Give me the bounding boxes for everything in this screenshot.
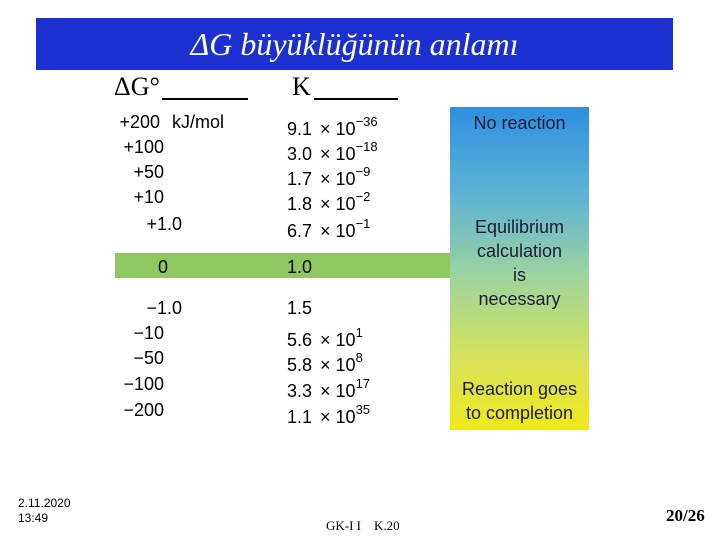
- k-header-underline: [314, 98, 398, 100]
- delta-g-value: +1.0: [146, 214, 182, 234]
- times-ten: × 10: [320, 169, 356, 189]
- delta-g-value: +50: [133, 162, 164, 182]
- delta-g-header: [114, 72, 160, 102]
- times-ten: × 10: [320, 194, 356, 214]
- unit-label: kJ/mol: [172, 112, 225, 132]
- k-plain: 1.0: [287, 257, 313, 277]
- times-ten: × 10: [320, 119, 356, 139]
- k-mantissa: 6.7: [287, 221, 313, 241]
- k-mantissa: 1.1: [287, 407, 313, 427]
- no-reaction-note: No reaction: [473, 113, 566, 133]
- delta-g-value: −50: [133, 348, 164, 368]
- k-exponent: −1: [355, 216, 371, 231]
- delta-g-header-underline: [162, 98, 248, 100]
- footer-center: GK-I I K.20: [326, 518, 400, 533]
- delta-g-value: +100: [123, 137, 164, 157]
- k-value: [287, 398, 370, 429]
- k-exponent: 17: [355, 376, 371, 391]
- k-exponent: −2: [355, 189, 371, 204]
- times-ten: × 10: [320, 221, 356, 241]
- times-ten: × 10: [320, 381, 356, 401]
- k-exponent: −36: [355, 114, 378, 129]
- times-ten: × 10: [320, 330, 356, 350]
- k-mantissa: 3.0: [287, 144, 313, 164]
- page-number: 20/26: [666, 506, 705, 525]
- k-exponent: 35: [355, 402, 371, 417]
- delta-g-value: 0: [157, 257, 168, 277]
- delta-g-header-label: ΔG°: [114, 72, 160, 101]
- k-exponent: 8: [355, 350, 363, 365]
- k-mantissa: 3.3: [287, 381, 313, 401]
- times-ten: × 10: [320, 355, 356, 375]
- footer-date: 2.11.2020: [18, 496, 71, 510]
- k-mantissa: 1.7: [287, 169, 313, 189]
- delta-g-value: +10: [133, 187, 164, 207]
- k-header: [292, 72, 311, 102]
- k-exponent: 1: [355, 325, 363, 340]
- k-value: [287, 296, 312, 320]
- k-exponent: −9: [355, 164, 371, 179]
- delta-g-value: −200: [123, 400, 164, 420]
- equilibrium-note: Equilibrium calculation is necessary: [474, 217, 565, 309]
- k-exponent: −18: [355, 139, 378, 154]
- slide-title: ΔG büyüklüğünün anlamı: [36, 18, 673, 70]
- delta-g-value: −1.0: [146, 298, 182, 318]
- completion-note: Reaction goes to completion: [461, 379, 578, 423]
- times-ten: × 10: [320, 144, 356, 164]
- delta-g-value: −100: [123, 374, 164, 394]
- delta-g-value: −10: [133, 323, 164, 343]
- footer-datetime: [18, 496, 71, 526]
- footer-time: 13:49: [18, 511, 49, 525]
- k-value: [287, 212, 370, 243]
- k-mantissa: 9.1: [287, 119, 313, 139]
- k-plain: 1.5: [287, 298, 313, 318]
- k-mantissa: 1.8: [287, 194, 313, 214]
- k-header-label: K: [292, 72, 311, 101]
- delta-g-value: +200: [119, 112, 160, 132]
- k-mantissa: 5.6: [287, 330, 313, 350]
- k-mantissa: 5.8: [287, 355, 313, 375]
- k-value: [287, 255, 312, 279]
- outcome-gradient-panel: [450, 107, 589, 430]
- times-ten: × 10: [320, 407, 356, 427]
